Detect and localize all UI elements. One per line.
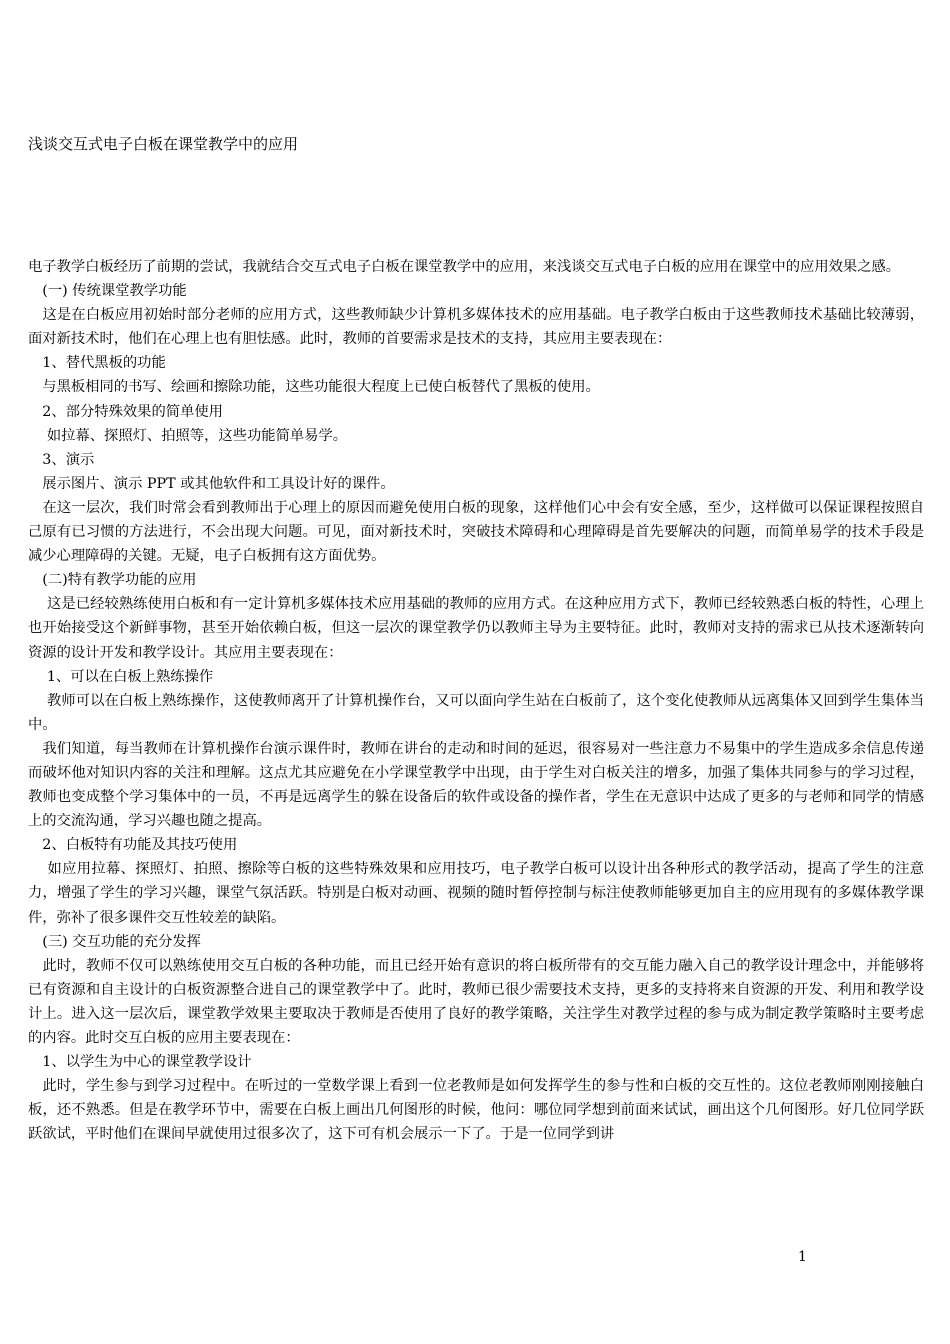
paragraph: 展示图片、演示 PPT 或其他软件和工具设计好的课件。 (28, 475, 395, 492)
paragraph: 此时，学生参与到学习过程中。在听过的一堂数学课上看到一位老教师是如何发挥学生的参与性和白板的交互性的。这位老教师刚刚接触白板，还不熟悉。但是在教学环节中，需要在白板上画出几何图形的时候，他问：哪位同学想到前面来试试，画出这个几何图形。好几位同学跃跃欲试，平时他们在课间早就使用过很多次了，这下可有机会展示一下了。于是一位同学到讲 (28, 1078, 924, 1143)
paragraph: 这是已经较熟练使用白板和有一定计算机多媒体技术应用基础的教师的应用方式。在这种应用方式下，教师已经较熟悉白板的特性，心理上也开始接受这个新鲜事物，甚至开始依赖白板，但这一层次的课堂教学仍以教师主导为主要特征。此时，教师对支持的需求已从技术逐渐转向资源的设计开发和教学设计。其应用主要表现在： (28, 596, 924, 661)
page-number: 1 (798, 1249, 807, 1265)
section-heading-1: (一) 传统课堂教学功能 (28, 283, 187, 300)
list-item-heading: 3、演示 (28, 451, 95, 468)
section-heading-3: (三) 交互功能的充分发挥 (28, 933, 201, 950)
paragraph-intro: 电子教学白板经历了前期的尝试，我就结合交互式电子白板在课堂教学中的应用，来浅谈交互式电子白板的应用在课堂中的应用效果之感。 (28, 259, 901, 275)
list-item-heading: 1、以学生为中心的课堂教学设计 (28, 1054, 252, 1071)
list-item-heading: 2、白板特有功能及其技巧使用 (28, 837, 238, 854)
paragraph: 教师可以在白板上熟练操作，这使教师离开了计算机操作台，又可以面向学生站在白板前了，这个变化使教师从远离集体又回到学生集体当中。 (28, 692, 924, 733)
section-heading-2: (二)特有教学功能的应用 (28, 572, 197, 589)
paragraph: 如拉幕、探照灯、拍照等，这些功能简单易学。 (28, 427, 348, 444)
list-item-heading: 2、部分特殊效果的简单使用 (28, 403, 223, 420)
document-body (28, 255, 924, 1146)
list-item-heading: 1、可以在白板上熟练操作 (28, 668, 214, 685)
paragraph: 如应用拉幕、探照灯、拍照、擦除等白板的这些特殊效果和应用技巧，电子教学白板可以设计出各种形式的教学活动，提高了学生的注意力，增强了学生的学习兴趣，课堂气氛活跃。特别是白板对动画、视频的随时暂停控制与标注使教师能够更加自主的应用现有的多媒体教学课件，弥补了很多课件交互性较差的缺陷。 (28, 861, 924, 926)
paragraph: 此时，教师不仅可以熟练使用交互白板的各种功能，而且已经开始有意识的将白板所带有的交互能力融入自己的教学设计理念中，并能够将已有资源和自主设计的白板资源整合进自己的课堂教学中了。此时，教师已很少需要技术支持，更多的支持将来自资源的开发、利用和教学设计上。进入这一层次后，课堂教学效果主要取决于教师是否使用了良好的教学策略，关注学生对教学过程的参与成为制定教学策略时主要考虑的内容。此时交互白板的应用主要表现在： (28, 957, 924, 1046)
list-item-heading: 1、替代黑板的功能 (28, 355, 166, 372)
document-title: 浅谈交互式电子白板在课堂教学中的应用 (28, 135, 299, 153)
paragraph: 这是在白板应用初始时部分老师的应用方式，这些教师缺少计算机多媒体技术的应用基础。电子教学白板由于这些教师技术基础比较薄弱，面对新技术时，他们在心理上也有胆怯感。此时，教师的首要需求是技术的支持，其应用主要表现在： (28, 307, 924, 348)
paragraph: 在这一层次，我们时常会看到教师出于心理上的原因而避免使用白板的现象，这样他们心中会有安全感，至少，这样做可以保证课程按照自己原有已习惯的方法进行，不会出现大问题。可见，面对新技术时，突破技术障碍和心理障碍是首先要解决的问题，而简单易学的技术手段是减少心理障碍的关键。无疑，电子白板拥有这方面优势。 (28, 499, 924, 565)
paragraph: 我们知道，每当教师在计算机操作台演示课件时，教师在讲台的走动和时间的延迟，很容易对一些注意力不易集中的学生造成多余信息传递而破坏他对知识内容的关注和理解。这点尤其应避免在小学课堂教学中出现，由于学生对白板关注的增多，加强了集体共同参与的学习过程，教师也变成整个学习集体中的一员，不再是远离学生的躲在设备后的软件或设备的操作者，学生在无意识中达成了更多的与老师和同学的情感上的交流沟通，学习兴趣也随之提高。 (28, 740, 924, 830)
paragraph: 与黑板相同的书写、绘画和擦除功能，这些功能很大程度上已使白板替代了黑板的使用。 (28, 379, 600, 396)
